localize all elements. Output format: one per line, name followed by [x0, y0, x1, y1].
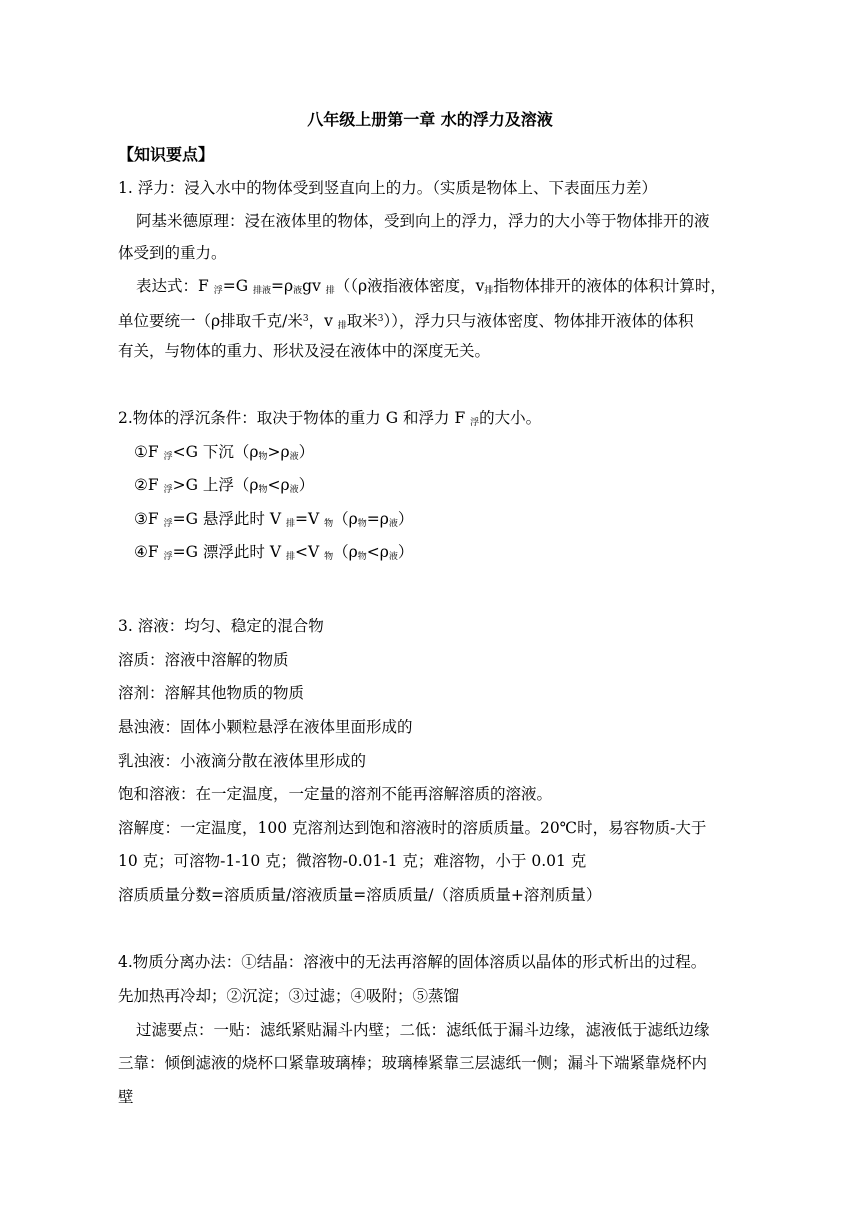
text-span: 表达式：F [136, 277, 214, 295]
text-span: 单位要统一（ρ排取千克/米 [118, 312, 303, 330]
subscript: 物 [357, 519, 367, 529]
subscript: 液 [289, 485, 299, 495]
text-span: ）），浮力只与液体密度、物体排开液体的体积 [383, 312, 694, 330]
subscript: 排 [325, 286, 335, 296]
subscript: 物 [258, 452, 268, 462]
text-span: ③F [134, 510, 164, 528]
text-line [118, 309, 694, 336]
text-line: 过滤要点：一贴：滤纸紧贴漏斗内壁；二低：滤纸低于漏斗边缘，滤液低于滤纸边缘 [136, 1021, 710, 1039]
text-span: =ρ [366, 510, 389, 528]
text-line: 饱和溶液：在一定温度，一定量的溶剂不能再溶解溶质的溶液。 [118, 785, 553, 803]
subscript: 液 [388, 552, 398, 562]
subscript: 液 [293, 286, 303, 296]
subscript: 液 [388, 519, 398, 529]
text-span: （ρ [333, 543, 358, 561]
text-span: 的大小。 [479, 409, 542, 427]
condition-item [134, 509, 413, 534]
text-span: ） [298, 443, 315, 461]
subscript: 物 [258, 485, 268, 495]
text-line: 1. 浮力：浸入水中的物体受到竖直向上的力。（实质是物体上、下表面压力差） [118, 179, 657, 197]
text-line: 阿基米德原理：浸在液体里的物体，受到向上的浮力，浮力的大小等于物体排开的液 [136, 212, 710, 230]
subscript: 浮 [163, 519, 173, 529]
subscript: 排 [285, 552, 295, 562]
text-line: 10 克；可溶物-1-10 克；微溶物-0.01-1 克；难溶物，小于 0.01 克 [118, 852, 587, 870]
superscript: 3 [302, 314, 309, 324]
text-span: gv [302, 277, 326, 295]
text-line: 壁 [118, 1088, 134, 1106]
subscript: 浮 [213, 286, 223, 296]
subscript: 物 [324, 519, 334, 529]
text-span: <ρ [366, 543, 389, 561]
text-line: 有关，与物体的重力、形状及浸在液体中的深度无关。 [118, 342, 491, 360]
text-span: =G 悬浮此时 V [172, 510, 286, 528]
text-span: ④F [134, 543, 164, 561]
condition-item [134, 442, 314, 467]
text-span: 取米 [346, 312, 378, 330]
text-span: ，v [308, 312, 338, 330]
text-span: =G 漂浮此时 V [172, 543, 286, 561]
text-line: 4.物质分离办法：①结晶：溶液中的无法再溶解的固体溶质以晶体的形式析出的过程。 [118, 953, 707, 971]
text-line: 溶解度：一定温度，100 克溶剂达到饱和溶液时的溶质质量。20℃时，易容物质-大于 [118, 819, 707, 837]
text-span: =V [294, 510, 325, 528]
subscript: 排 [285, 519, 295, 529]
subscript: 排 [484, 286, 494, 296]
text-line: 乳浊液：小液滴分散在液体里形成的 [118, 752, 367, 770]
text-span: （（ρ液指液体密度，v [334, 277, 485, 295]
text-line: 悬浊液：固体小颗粒悬浮在液体里面形成的 [118, 718, 413, 736]
formula-line [136, 276, 726, 301]
text-span: <G 下沉（ρ [172, 443, 259, 461]
subscript: 物 [357, 552, 367, 562]
subscript: 浮 [163, 552, 173, 562]
condition-item [134, 475, 314, 500]
section-heading: 【知识要点】 [118, 145, 215, 164]
text-line [118, 408, 541, 433]
text-line: 三靠：倾倒滤液的烧杯口紧靠玻璃棒；玻璃棒紧靠三层滤纸一侧；漏斗下端紧靠烧杯内 [118, 1054, 708, 1072]
subscript: 液 [289, 452, 299, 462]
text-line: 先加热再冷却；②沉淀；③过滤；④吸附；⑤蒸馏 [118, 987, 460, 1005]
text-span: >G 上浮（ρ [172, 476, 259, 494]
text-span: 2.物体的浮沉条件：取决于物体的重力 G 和浮力 F [118, 409, 471, 427]
text-span: >ρ [267, 443, 290, 461]
text-span: ） [397, 510, 414, 528]
text-span: =ρ [271, 277, 294, 295]
subscript: 浮 [163, 485, 173, 495]
text-span: 指物体排开的液体的体积计算时， [493, 277, 726, 295]
superscript: 3 [377, 314, 384, 324]
subscript: 浮 [163, 452, 173, 462]
subscript: 物 [324, 552, 334, 562]
text-line: 体受到的重力。 [118, 244, 227, 262]
text-span: =G [222, 277, 253, 295]
text-span: ） [298, 476, 315, 494]
subscript: 浮 [470, 418, 480, 428]
text-line: 溶剂：溶解其他物质的物质 [118, 684, 305, 702]
text-span: <V [294, 543, 325, 561]
text-span: （ρ [333, 510, 358, 528]
text-line: 3. 溶液：均匀、稳定的混合物 [118, 617, 324, 635]
subscript: 排液 [253, 286, 272, 296]
text-span: ） [397, 543, 414, 561]
text-span: ②F [134, 476, 164, 494]
text-span: ①F [134, 443, 164, 461]
page-title: 八年级上册第一章 水的浮力及溶液 [307, 110, 553, 129]
text-line: 溶质质量分数=溶质质量/溶液质量=溶质质量/（溶质质量+溶剂质量） [118, 886, 602, 904]
condition-item [134, 542, 413, 567]
text-span: <ρ [267, 476, 290, 494]
subscript: 排 [337, 321, 347, 331]
text-line: 溶质：溶液中溶解的物质 [118, 651, 289, 669]
